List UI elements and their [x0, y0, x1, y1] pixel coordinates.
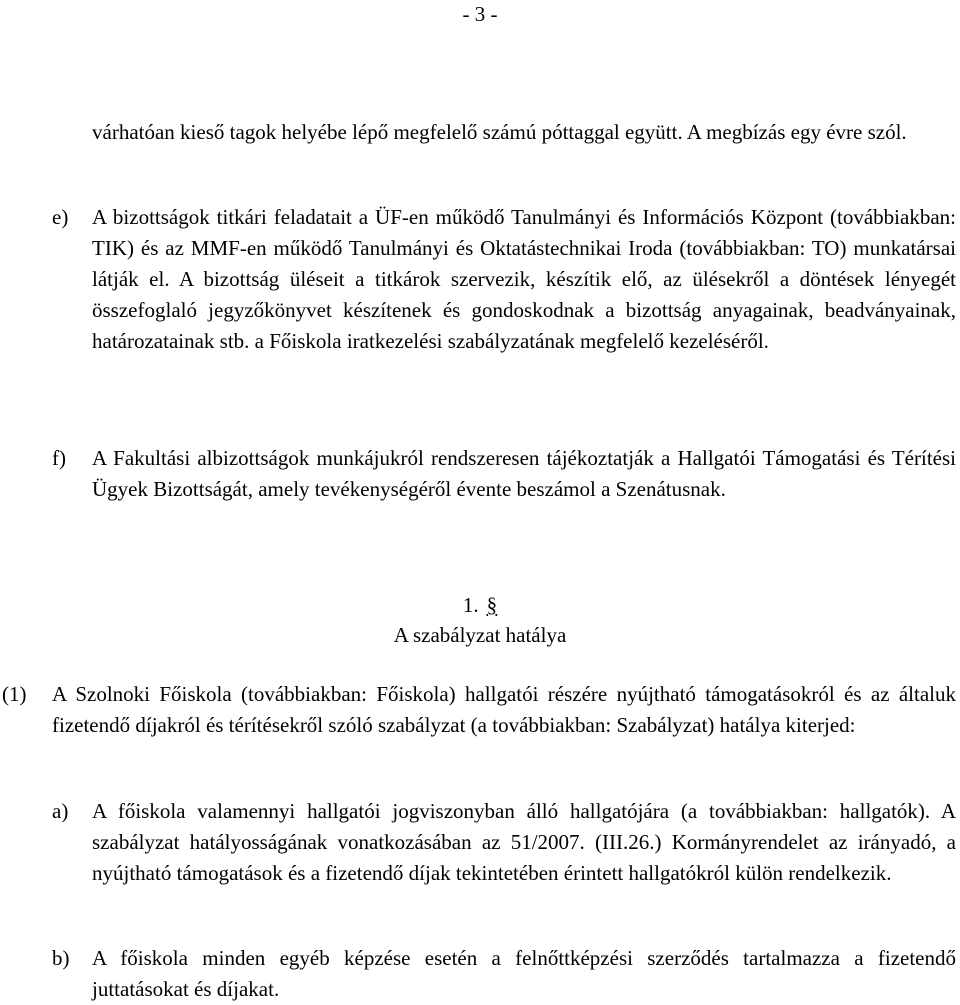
list-item-text: A főiskola minden egyéb képzése esetén a felnőttképzési szerződés tartalmazza a fizetendő juttatásokat és díjakat. [92, 946, 956, 1001]
list-marker: e) [52, 205, 69, 229]
continuation-paragraph: várhatóan kieső tagok helyébe lépő megfelelő számú póttaggal együtt. A megbízás egy évre szól. [92, 120, 907, 144]
section-number-heading [0, 590, 960, 621]
page-number: - 3 - [462, 2, 498, 26]
list-item-text: A bizottságok titkári feladatait a ÜF-en működő Tanulmányi és Információs Központ (továbbiakban: TIK) és az MMF-en működő Tanulmányi és Oktatástechnikai Iroda (továbbiakban: TO) munkatársai látják el. A bizottság üléseit a titkárok szervezik, készítik elő, az ülésekről a döntések lényegét összefoglaló jegyzőkönyvet készítenek és gondoskodnak a bizottság anyagainak, beadványainak, határozatainak stb. a Főiskola iratkezelési szabályzatának megfelelő kezeléséről. [92, 205, 956, 353]
list-item-text: A főiskola valamennyi hallgatói jogviszonyban álló hallgatójára (a továbbiakban: hallgatók). A szabályzat hatályosságának vonatkozásában az 51/2007. (III.26.) Kormányrendelet az irányadó, a nyújtható támogatások és a fizetendő díjak tekintetében érintett hallgatókról külön rendelkezik. [92, 799, 956, 885]
section-sign: § [486, 593, 498, 617]
list-marker: b) [52, 946, 70, 970]
list-item-text: A Fakultási albizottságok munkájukról rendszeresen tájékoztatják a Hallgatói Támogatási és Térítési Ügyek Bizottságát, amely tevékenységéről évente beszámol a Szenátusnak. [92, 446, 956, 501]
list-marker: f) [52, 446, 66, 470]
section-title: A szabályzat hatálya [393, 623, 567, 647]
clause-text: A Szolnoki Főiskola (továbbiakban: Főiskola) hallgatói részére nyújtható támogatásokról és az általuk fizetendő díjakról és térítésekről szóló szabályzat (a továbbiakban: Szabályzat) hatálya kiterjed: [52, 682, 956, 737]
list-marker: a) [52, 799, 69, 823]
section-number: 1. [462, 593, 479, 617]
clause-marker: (1) [2, 682, 27, 706]
